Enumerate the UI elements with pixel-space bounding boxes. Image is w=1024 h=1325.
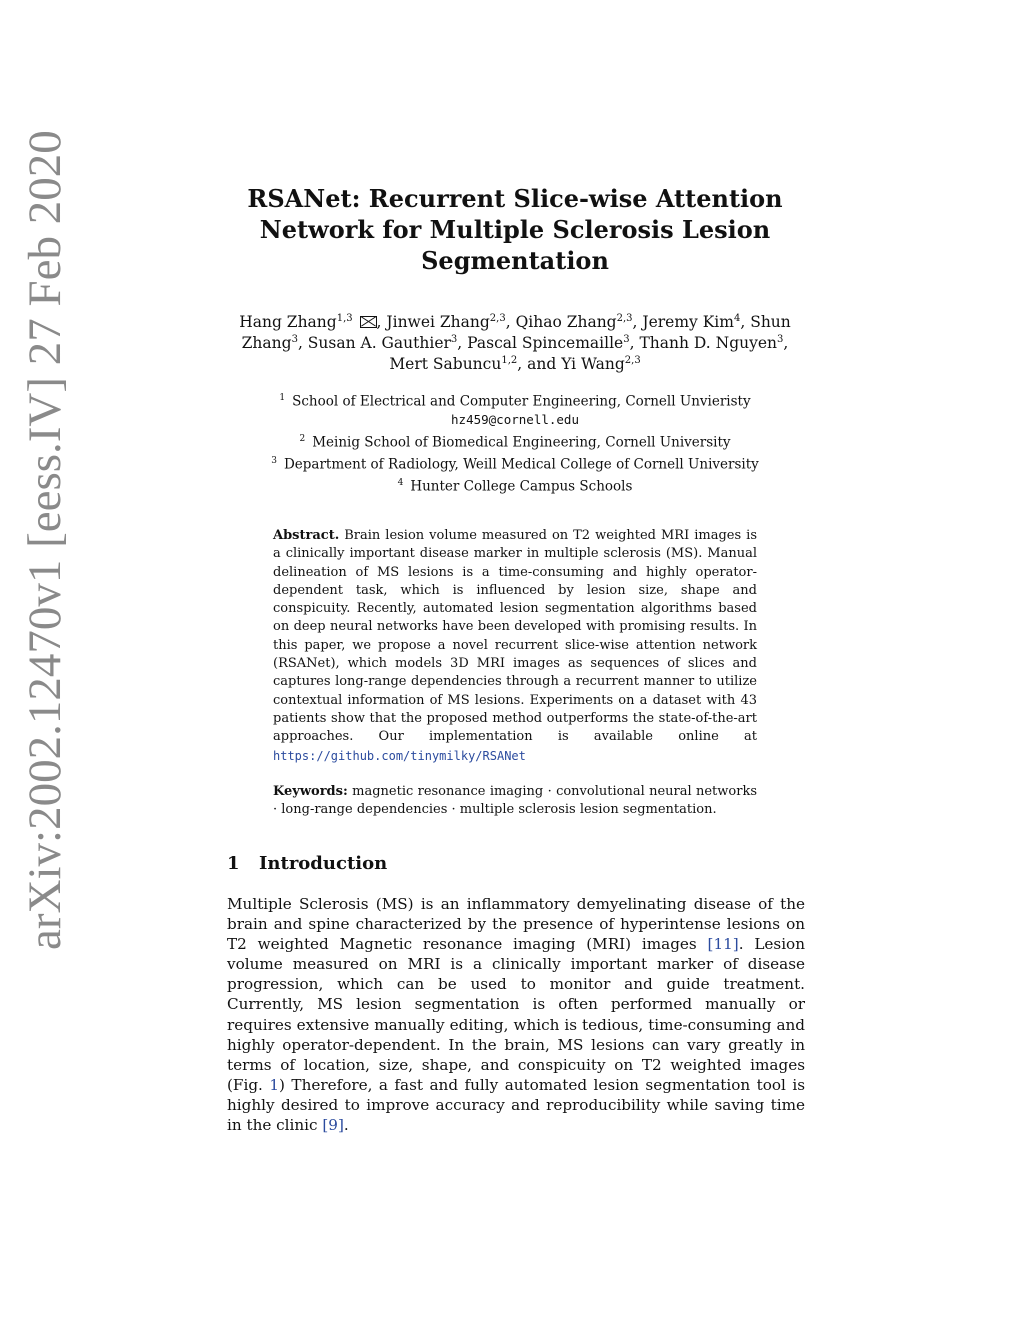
intro-text: . (343, 1116, 349, 1135)
author-list: Hang Zhang$^{1,3}$ , Jinwei Zhang$^{2,3}$, Qihao Zhang$^{2,3}$, Jeremy Kim$^4$, Shun Zhang$^3$, Susan A. Gauthier$^3$, Pascal Spincemaille$^3$, Thanh D. Nguyen$^3$, Mert Sabuncu$^{1,2}$, and Yi Wang$^{2,3}$ (239, 312, 791, 373)
keywords-block (273, 783, 757, 820)
affiliation-list (220, 389, 810, 496)
section-number: 1 (227, 853, 240, 874)
author-affil-sup: 1,3 (336, 312, 353, 324)
author-affil-sup: 3 (777, 333, 784, 345)
author-affil-sup: 3 (450, 333, 458, 345)
code-repository-link[interactable]: https://github.com/tinymilky/RSANet (273, 748, 526, 763)
affiliation-item (220, 452, 810, 474)
envelope-icon (360, 316, 377, 328)
author-affil-sup: 2,3 (624, 354, 641, 366)
arxiv-identifier-stamp: arXiv:2002.12470v1 [eess.IV] 27 Feb 2020 (19, 130, 71, 950)
contact-email[interactable]: hz459@cornell.edu (451, 412, 579, 427)
affiliation-text: Department of Radiology, Weill Medical College of Cornell University (283, 456, 759, 472)
author-affil-sup: 3 (623, 333, 630, 345)
introduction-paragraph (227, 894, 805, 1135)
affiliation-text: Meinig School of Biomedical Engineering, Cornell University (312, 434, 731, 450)
keywords-label: Keywords: (273, 784, 348, 799)
affiliation-number: 2 (299, 433, 306, 444)
author-affil-sup: 2,3 (616, 312, 633, 324)
affiliation-number: 3 (271, 455, 277, 466)
affiliation-item (220, 474, 810, 496)
section-title: Introduction (259, 853, 388, 874)
author-affil-sup: 3 (291, 333, 298, 345)
author-name: Yi Wang (561, 355, 625, 373)
authors-conjunction: and (527, 355, 557, 373)
figure-reference-link[interactable]: 1 (269, 1075, 280, 1094)
author-affil-sup: 4 (733, 312, 741, 324)
intro-text: Multiple Sclerosis (MS) is an inflammatory demyelinating disease of the brain and spine characterized by the presence of hyperintense lesions on T2 weighted Magnetic resonance imaging (MRI) images (227, 895, 805, 954)
abstract-label: Abstract. (273, 528, 340, 543)
affiliation-text: School of Electrical and Computer Engineering, Cornell Unvieristy (292, 393, 751, 410)
affiliation-item (220, 389, 810, 411)
section-heading (227, 852, 807, 876)
abstract-block (273, 527, 757, 766)
paper-title: RSANet: Recurrent Slice-wise Attention Network for Multiple Sclerosis Lesion Segmentation (247, 184, 783, 275)
author-name: Pascal Spincemaille (467, 334, 624, 352)
author-affil-sup: 1,2 (501, 354, 518, 366)
affiliation-text: Hunter College Campus Schools (410, 478, 633, 494)
intro-text: ) Therefore, a fast and fully automated lesion segmentation tool is highly desired to improve accuracy and reproducibility while saving time in the clinic (227, 1075, 806, 1135)
author-name: Susan A. Gauthier (307, 334, 451, 352)
citation-link[interactable]: [9] (322, 1116, 344, 1135)
author-name: Qihao Zhang (515, 313, 617, 331)
intro-text: . Lesion volume measured on MRI is a clinically important marker of disease progression, which can be used to monitor and guide treatment. Currently, MS lesion segmentation is often performed manually or requires extensive manually editing, which is tedious, time-consuming and highly operator-dependent. In the brain, MS lesions can vary greatly in terms of location, size, shape, and conspicuity on T2 weighted images (Fig. (227, 935, 805, 1094)
author-name: Jeremy Kim (642, 313, 734, 331)
keywords-text: magnetic resonance imaging · convolutional neural networks · long-range dependencies · multiple sclerosis lesion segmentation. (273, 784, 758, 818)
author-name: Mert Sabuncu (389, 355, 502, 373)
citation-link[interactable]: [11] (707, 935, 739, 954)
author-affil-sup: 2,3 (489, 312, 506, 324)
affiliation-number: 1 (279, 393, 286, 403)
author-name: Shun Zhang (241, 313, 791, 352)
author-name: Jinwei Zhang (386, 313, 490, 331)
author-name: Thanh D. Nguyen (639, 334, 778, 352)
author-name: Hang Zhang (239, 313, 337, 331)
abstract-text: Brain lesion volume measured on T2 weighted MRI images is a clinically important disease marker in multiple sclerosis (MS). Manual delineation of MS lesions is a time-consuming and highly operator-dependent task, which is influenced by lesion size, shape and conspicuity. Recently, automated lesion segmentation algorithms based on deep neural networks have been developed with promising results. In this paper, we propose a novel recurrent slice-wise attention network (RSANet), which models 3D MRI images as sequences of slices and captures long-range dependencies through a recurrent manner to utilize contextual information of MS lesions. Experiments on a dataset with 43 patients show that the proposed method outperforms the state-of-the-art approaches. Our implementation is available online at (273, 528, 757, 745)
affiliation-item (220, 430, 810, 452)
affiliation-number: 4 (397, 477, 404, 488)
